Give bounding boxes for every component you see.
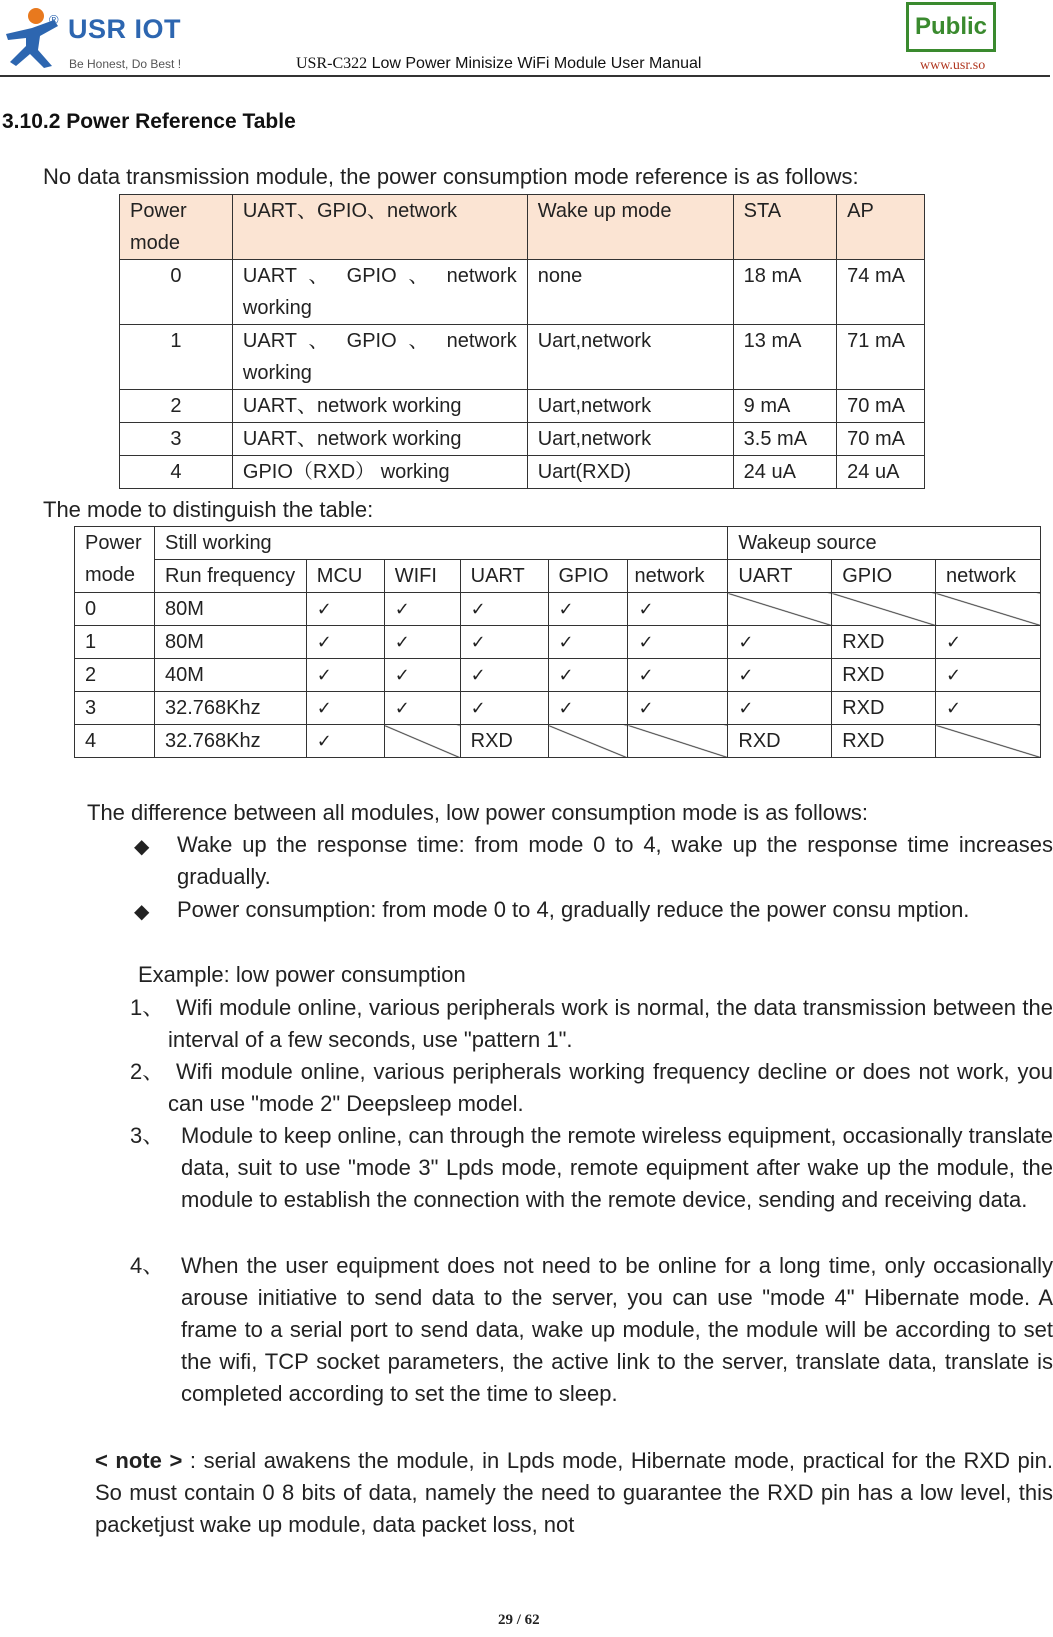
table-cell: 4 [75,725,155,758]
table-row [75,659,1041,692]
example-number: 3、 [130,1123,165,1148]
empty-slashed-cell [936,725,1041,758]
table-cell: 80M [154,593,306,626]
table-header-row [75,527,1041,560]
table-header-row [120,195,925,260]
intro-text: No data transmission module, the power consumption mode reference is as follows: [43,164,859,189]
bullet-item: Wake up the response time: from mode 0 to 4, wake up the response time increases gradually. [177,832,1053,889]
table-cell: 13 mA [733,325,837,390]
table-cell: 70 mA [837,423,925,456]
table-cell: ✓ [728,692,832,725]
table-cell: ✓ [628,626,728,659]
power-reference-table [119,194,925,489]
table-cell: ✓ [306,659,384,692]
table-cell: 24 uA [733,456,837,489]
table-header-row [75,560,1041,593]
note-paragraph [95,1445,1053,1541]
document-title [296,55,701,73]
table-cell: 71 mA [837,325,925,390]
table-cell: UART 、 GPIO 、 network working [232,260,527,325]
table-header-cell: AP [837,195,925,260]
table-row [120,423,925,456]
note-label: < note > [95,1448,183,1473]
table-cell: ✓ [936,659,1041,692]
table-row [75,626,1041,659]
diamond-bullet-icon: ◆ [134,836,150,858]
table-cell: 74 mA [837,260,925,325]
table-cell: UART 、 GPIO 、 network working [232,325,527,390]
table-header-cell: Run frequency [154,560,306,593]
table-cell: ✓ [384,593,460,626]
difference-intro: The difference between all modules, low power consumption mode is as follows: [87,800,868,825]
table-cell: RXD [832,626,936,659]
table-row [75,692,1041,725]
table-cell: UART、network working [232,390,527,423]
table-header-cell: UART、GPIO、network [232,195,527,260]
example-number: 1、 [130,995,165,1020]
doc-title-text: Low Power Minisize WiFi Module User Manual [367,55,702,72]
table-cell: RXD [728,725,832,758]
doc-brand: USR-C322 [296,55,368,72]
table-cell: ✓ [628,692,728,725]
example-title: Example: low power consumption [138,962,466,987]
table-cell: 32.768Khz [154,692,306,725]
table-row [120,456,925,489]
table-cell: ✓ [548,659,628,692]
table-cell: ✓ [306,593,384,626]
table-header-cell: MCU [306,560,384,593]
table-header-cell: UART [728,560,832,593]
empty-slashed-cell [628,725,728,758]
table-cell: 9 mA [733,390,837,423]
table-cell: 40M [154,659,306,692]
table-cell: UART、network working [232,423,527,456]
table-cell: 24 uA [837,456,925,489]
table-cell: 1 [120,325,233,390]
table-cell: RXD [832,692,936,725]
table-cell: 2 [120,390,233,423]
table-row [75,593,1041,626]
table-cell: 3 [75,692,155,725]
table-cell: ✓ [306,626,384,659]
table-cell: 2 [75,659,155,692]
table-cell: ✓ [306,725,384,758]
page-number: 29 / 62 [498,1612,540,1628]
table-row [120,390,925,423]
example-text: Wifi module online, various peripherals working frequency decline or does not work, you can use "mode 2" Deepsleep model. [168,1059,1053,1116]
table-header-cell: GPIO [832,560,936,593]
table-row [120,325,925,390]
logo-slogan: Be Honest, Do Best ! [69,57,182,71]
table-cell: ✓ [936,626,1041,659]
table-cell: none [527,260,733,325]
table-cell: 0 [120,260,233,325]
table-header-cell: WIFI [384,560,460,593]
table-cell: GPIO（RXD） working [232,456,527,489]
header-divider [0,75,1050,77]
table-header-cell: Power mode [120,195,233,260]
table-cell: ✓ [384,626,460,659]
table-cell: Uart,network [527,390,733,423]
table-cell: ✓ [548,626,628,659]
table-cell: ✓ [548,692,628,725]
public-badge: Public [906,2,996,52]
table-cell: 70 mA [837,390,925,423]
example-text: Wifi module online, various peripherals work is normal, the data transmission between the interval of a few seconds, use "pattern 1". [168,995,1053,1052]
website-link[interactable]: www.usr.so [920,58,986,73]
table-header-cell: Power mode [75,527,155,593]
table-header-cell: network [936,560,1041,593]
table-cell: Uart,network [527,423,733,456]
table-cell: RXD [460,725,548,758]
example-text: When the user equipment does not need to be online for a long time, only occasionally arouse initiative to send data to the server, you can use "mode 4" Hibernate mode. A frame to a serial port to send data, wake up module, the module will be according to set the wifi, TCP socket parameters, the active link to the server, translate data, translate is completed according to set the time to sleep. [181,1253,1053,1406]
table2-caption: The mode to distinguish the table: [43,497,374,522]
example-text: Module to keep online, can through the remote wireless equipment, occasionally translate data, suit to use "mode 3" Lpds mode, remote equipment after wake up the module, the module to establish the connection with the remote device, sending and receiving data. [181,1123,1053,1212]
table-header-cell: Wakeup source [728,527,1041,560]
bullet-item: Power consumption: from mode 0 to 4, gradually reduce the power consu mption. [177,897,970,922]
table-cell: 0 [75,593,155,626]
table-cell: ✓ [460,626,548,659]
table-header-cell: UART [460,560,548,593]
example-number: 4、 [130,1253,165,1278]
mode-distinguish-table [74,526,1041,758]
empty-slashed-cell [832,593,936,626]
table-cell: ✓ [460,593,548,626]
empty-slashed-cell [728,593,832,626]
table-cell: ✓ [384,692,460,725]
note-text: : serial awakens the module, in Lpds mode, Hibernate mode, practical for the RXD pin. So must contain 0 8 bits of data, namely the need to guarantee the RXD pin has a low level, this packetjust wake up module, data packet loss, not [95,1448,1053,1537]
table-cell: ✓ [460,659,548,692]
usr-iot-logo [2,4,202,74]
table-cell: ✓ [628,659,728,692]
section-title: 3.10.2 Power Reference Table [2,110,296,133]
table-row [120,260,925,325]
table-header-cell: STA [733,195,837,260]
empty-slashed-cell [384,725,460,758]
registered-mark: ® [49,12,59,27]
table-cell: RXD [832,659,936,692]
empty-slashed-cell [936,593,1041,626]
table-cell: ✓ [460,692,548,725]
table-cell: 32.768Khz [154,725,306,758]
table-header-cell: network [628,560,728,593]
table-header-cell: GPIO [548,560,628,593]
page-header [0,0,1053,78]
table-cell: 1 [75,626,155,659]
table-cell: ✓ [628,593,728,626]
table-cell: ✓ [548,593,628,626]
table-cell: ✓ [384,659,460,692]
empty-slashed-cell [548,725,628,758]
table-header-cell: Wake up mode [527,195,733,260]
table2-body [75,593,1041,758]
table-cell: ✓ [728,659,832,692]
table-cell: Uart(RXD) [527,456,733,489]
table-cell: Uart,network [527,325,733,390]
table-cell: ✓ [936,692,1041,725]
table-cell: 3.5 mA [733,423,837,456]
table-cell: RXD [832,725,936,758]
table-cell: 4 [120,456,233,489]
table-cell: 80M [154,626,306,659]
table-row [75,725,1041,758]
table-header-cell: Still working [154,527,727,560]
table-cell: 18 mA [733,260,837,325]
diamond-bullet-icon: ◆ [134,901,150,923]
table-cell: ✓ [728,626,832,659]
table-cell: 3 [120,423,233,456]
logo-text: USR IOT [68,14,182,44]
table-cell: ✓ [306,692,384,725]
example-number: 2、 [130,1059,165,1084]
